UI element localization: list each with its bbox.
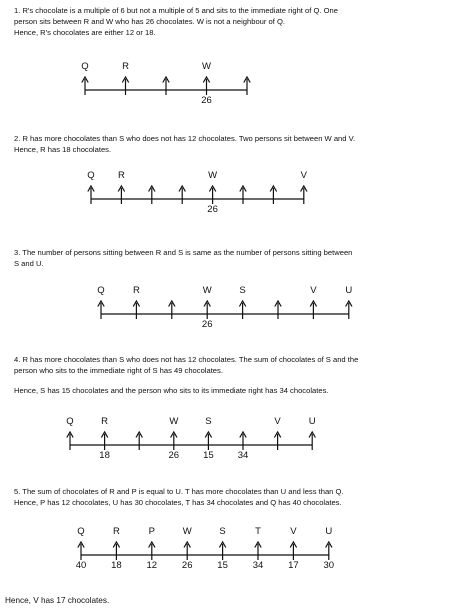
person-label: R — [101, 416, 109, 427]
chocolate-count: 26 — [181, 560, 193, 571]
conclusion-text: Hence, V has 17 chocolates. — [5, 596, 110, 605]
person-label: U — [345, 285, 353, 296]
seat-arrow — [78, 542, 84, 560]
person-label: Q — [77, 526, 85, 537]
seat-arrow — [149, 542, 155, 560]
step-5-line-1: 5. The sum of chocolates of R and P is equal to U. T has more chocolates than U and less than Q. — [14, 487, 344, 496]
seat-arrow — [255, 542, 261, 560]
chocolate-count: 17 — [288, 560, 299, 571]
chocolate-count: 30 — [323, 560, 335, 571]
person-label: W — [208, 170, 218, 181]
person-label: W — [182, 526, 192, 537]
chocolate-count: 18 — [99, 450, 110, 461]
seat-arrow — [326, 542, 332, 560]
step-2-line-1: 2. R has more chocolates than S who does not has 12 chocolates. Two persons sit between W and V. — [14, 134, 356, 143]
person-label: W — [169, 416, 179, 427]
step-1-line-2: person sits between R and W who has 26 chocolates. W is not a neighbour of Q. — [14, 17, 285, 26]
chocolate-count: 26 — [201, 95, 212, 106]
person-label: Q — [66, 416, 74, 427]
person-label: W — [202, 285, 212, 296]
person-label: V — [310, 285, 317, 296]
person-label: R — [112, 526, 120, 537]
person-label: Q — [81, 61, 89, 72]
person-label: W — [202, 61, 211, 72]
step-3-line-1: 3. The number of persons sitting between R and S is same as the number of persons sitting between — [14, 248, 353, 257]
person-label: S — [205, 416, 212, 427]
chocolate-count: 26 — [168, 450, 180, 461]
chocolate-count: 40 — [75, 560, 87, 571]
step-1-line-3: Hence, R's chocolates are either 12 or 18. — [14, 28, 156, 37]
person-label: V — [274, 416, 281, 427]
seat-arrow — [219, 542, 225, 560]
person-label: R — [117, 170, 125, 181]
person-label: U — [308, 416, 316, 427]
chocolate-count: 26 — [201, 319, 213, 330]
seat-arrow — [290, 542, 296, 560]
step-5-line-2: Hence, P has 12 chocolates, U has 30 chocolates, T has 34 chocolates and Q has 40 chocolates. — [14, 498, 342, 507]
chocolate-count: 26 — [207, 204, 218, 215]
person-label: Q — [97, 285, 105, 296]
person-label: V — [300, 170, 307, 181]
person-label: S — [219, 526, 226, 537]
step-1-line-1: 1. R's chocolate is a multiple of 6 but not a multiple of 5 and sits to the immediate right of Q. One — [14, 6, 338, 15]
person-label: Q — [87, 170, 95, 181]
person-label: R — [132, 285, 140, 296]
step-4-line-2: person who sits to the immediate right of S has 49 chocolates. — [14, 366, 223, 375]
person-label: R — [122, 61, 129, 72]
person-label: U — [325, 526, 333, 537]
chocolate-count: 12 — [146, 560, 158, 571]
chocolate-count: 15 — [217, 560, 228, 571]
step-2-line-2: Hence, R has 18 chocolates. — [14, 145, 112, 154]
person-label: V — [290, 526, 297, 537]
person-label: T — [255, 526, 261, 537]
person-label: S — [239, 285, 246, 296]
chocolate-count: 15 — [203, 450, 214, 461]
step-3-line-2: S and U. — [14, 259, 44, 268]
chocolate-count: 34 — [237, 450, 249, 461]
step-4-line-1: 4. R has more chocolates than S who does not has 12 chocolates. The sum of chocolates of S and the — [14, 355, 359, 364]
seat-arrow — [184, 542, 190, 560]
person-label: P — [148, 526, 155, 537]
seat-arrow — [113, 542, 119, 560]
step-4-line-4: Hence, S has 15 chocolates and the person who sits to its immediate right has 34 chocolates. — [14, 386, 329, 395]
chocolate-count: 34 — [252, 560, 264, 571]
chocolate-count: 18 — [111, 560, 122, 571]
